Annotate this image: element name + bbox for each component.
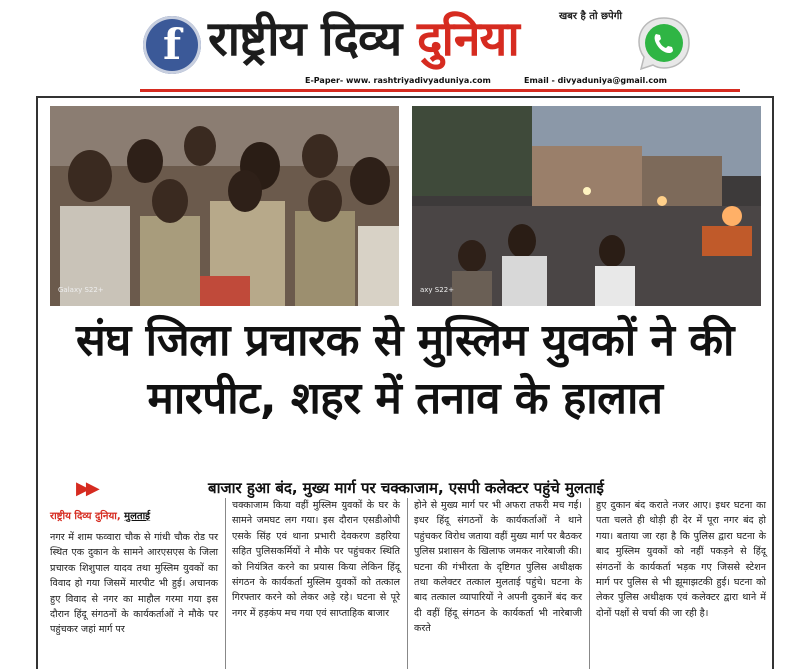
article-column-4: हुए दुकान बंद कराते नजर आए। इधर घटना का पता चलते ही थोड़ी ही देर में पूरा नगर बंद हो गया। बताया जा रहा है कि पुलिस द्वारा घटना के बाद मुस्लिम युवकों को नहीं पकड़ने से हिंदू संगठनों के कार्यकर्ता भड़क गए जिससे स्टेशन मार्ग पर पुलिस से भी झूमाझटकी हुई। घटना को लेकर पुलिस अधीक्षक एवं कलेक्टर द्वारा थाने में दोनों पक्षों से चर्चा की जा रही है। xyxy=(596,500,766,619)
title-part2: दुनिया xyxy=(416,11,519,67)
photo-crowd-police xyxy=(50,106,399,306)
article-column-3: होने से मुख्य मार्ग पर भी अफरा तफरी मच गई। इधर हिंदू संगठनों के कार्यकर्ताओं ने थाने पहुंचकर विरोध जताया वहीं मुख्य मार्ग पर बैठकर पुलिस प्रशासन के खिलाफ जमकर नारेबाजी की। घटना की गंभीरता के दृष्टिगत पुलिस अधीक्षक तथा कलेक्टर तत्काल मुलताई पहुंचे। घटना के बाद तत्काल व्यापारियों ने अपनी दुकानें बंद कर दी वहीं हिंदू संगठन के कार्यकर्ता भी नारेबाजी करते xyxy=(414,500,582,635)
column-divider xyxy=(225,498,226,669)
article-headline: संघ जिला प्रचारक से मुस्लिम युवकों ने की मारपीट, शहर में तनाव के हालात xyxy=(76,315,734,424)
photo-watermark: axy S22+ xyxy=(420,286,455,294)
newspaper-title xyxy=(208,4,519,74)
article-column-2: चक्काजाम किया वहीं मुस्लिम युवकों के घर के सामने जमघट लग गया। इस दौरान एसडीओपी एसके सिंह एवं थाना प्रभारी देवकरण डहरिया सहित पुलिसकर्मियों ने मौके पर पहुंचकर स्थिति को नियंत्रित करने का प्रयास किया लेकिन हिंदू संगठन के कार्यकर्ता मुस्लिम युवकों को तत्काल गिरफ्तार करने को लेकर अड़े रहे। घटना से पूरे नगर में हड़कंप मच गया एवं साप्ताहिक बाजार xyxy=(232,500,400,619)
facebook-icon[interactable]: f xyxy=(143,16,201,74)
article-column-1: नगर में शाम फव्वारा चौक से गांधी चौक रोड पर स्थित एक दुकान के सामने आरएसएस के जिला प्रचारक शिशुपाल यादव तथा मुस्लिम युवकों का विवाद हो गया जिसमें मारपीट भी हुई। अचानक हुए विवाद से नगर का माहौल गरमा गया इस दौरान हिंदू संगठनों के कार्यकर्ताओं ने मौके पर पहुंचकर जहां मार्ग पर xyxy=(50,532,218,636)
email-address: Email - divyaduniya@gmail.com xyxy=(524,76,667,85)
photo-market-street xyxy=(412,106,761,306)
article-subheadline: बाजार हुआ बंद, मुख्य मार्ग पर चक्काजाम, एसपी कलेक्टर पहुंचे मुलताई xyxy=(208,479,604,497)
masthead-rule xyxy=(140,89,740,92)
photo-watermark: Galaxy S22+ xyxy=(58,286,104,294)
tagline: खबर है तो छपेगी xyxy=(559,11,622,22)
byline-source: राष्ट्रीय दिव्य दुनिया, xyxy=(50,511,121,522)
title-part1: राष्ट्रीय दिव्य xyxy=(208,11,402,67)
column-divider xyxy=(407,498,408,669)
masthead xyxy=(0,0,800,98)
whatsapp-icon[interactable] xyxy=(634,14,694,74)
byline-location: मुलताई xyxy=(124,511,151,522)
epaper-url: E-Paper- www. rashtriyadivyaduniya.com xyxy=(305,76,491,85)
column-divider xyxy=(589,498,590,669)
arrow-icon: ▶▶ xyxy=(76,478,96,499)
byline xyxy=(50,508,150,522)
